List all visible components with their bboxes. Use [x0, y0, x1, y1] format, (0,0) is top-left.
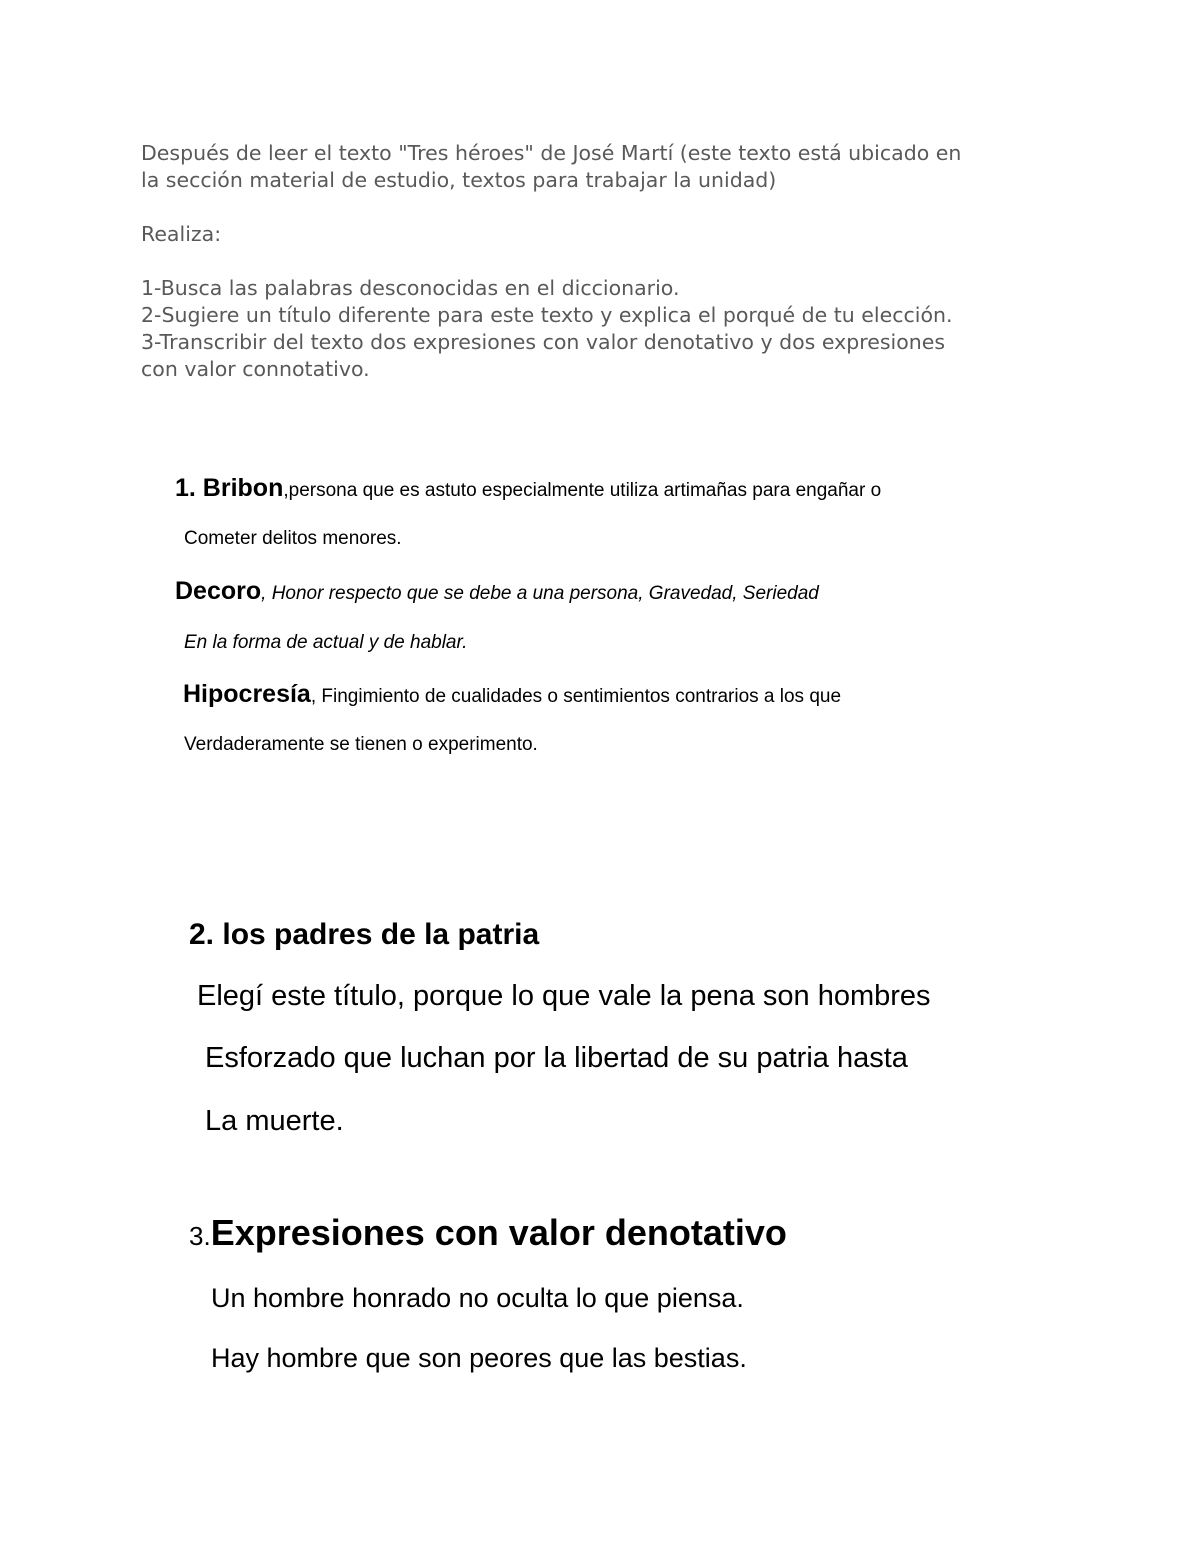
instructions-block	[141, 140, 1081, 383]
task-item-1: 1-Busca las palabras desconocidas en el diccionario.	[141, 276, 680, 300]
term-bribon: 1. Bribon	[175, 474, 284, 502]
realiza-label: Realiza:	[141, 222, 222, 246]
task-item-3-cont: con valor connotativo.	[141, 357, 370, 381]
definition-hipocresia-cont: Verdaderamente se tienen o experimento.	[184, 734, 538, 755]
definition-bribon-text: ,persona que es astuto especialmente utiliza artimañas para engañar o	[283, 480, 882, 501]
definition-decoro-cont: En la forma de actual y de hablar.	[184, 632, 468, 653]
definition-decoro	[175, 577, 819, 606]
section-2-line-1: Elegí este título, porque lo que vale la pena son hombres	[197, 980, 931, 1012]
instructions-line-2: la sección material de estudio, textos para trabajar la unidad)	[141, 168, 777, 192]
definition-decoro-text: , Honor respecto que se debe a una persona, Gravedad, Seriedad	[261, 583, 819, 604]
definition-bribon	[175, 474, 881, 503]
section-3-line-1: Un hombre honrado no oculta lo que piensa.	[211, 1283, 744, 1313]
section-3-number: 3.	[189, 1221, 211, 1251]
section-2-line-3: La muerte.	[205, 1105, 344, 1137]
section-3-line-2: Hay hombre que son peores que las bestias.	[211, 1343, 747, 1373]
task-item-2: 2-Sugiere un título diferente para este texto y explica el porqué de tu elección.	[141, 303, 953, 327]
section-2-line-2: Esforzado que luchan por la libertad de su patria hasta	[205, 1042, 908, 1074]
term-hipocresia: Hipocresía	[183, 680, 311, 708]
task-item-3: 3-Transcribir del texto dos expresiones con valor denotativo y dos expresiones	[141, 330, 946, 354]
definition-hipocresia-text: , Fingimiento de cualidades o sentimientos contrarios a los que	[310, 686, 842, 707]
section-2-title: 2. los padres de la patria	[189, 918, 540, 951]
term-decoro: Decoro	[175, 577, 262, 605]
section-3-title	[189, 1212, 787, 1254]
section-3-heading: Expresiones con valor denotativo	[210, 1212, 787, 1253]
definition-bribon-cont: Cometer delitos menores.	[184, 528, 402, 549]
definition-hipocresia	[183, 680, 841, 709]
instructions-line-1: Después de leer el texto "Tres héroes" de José Martí (este texto está ubicado en	[141, 141, 962, 165]
